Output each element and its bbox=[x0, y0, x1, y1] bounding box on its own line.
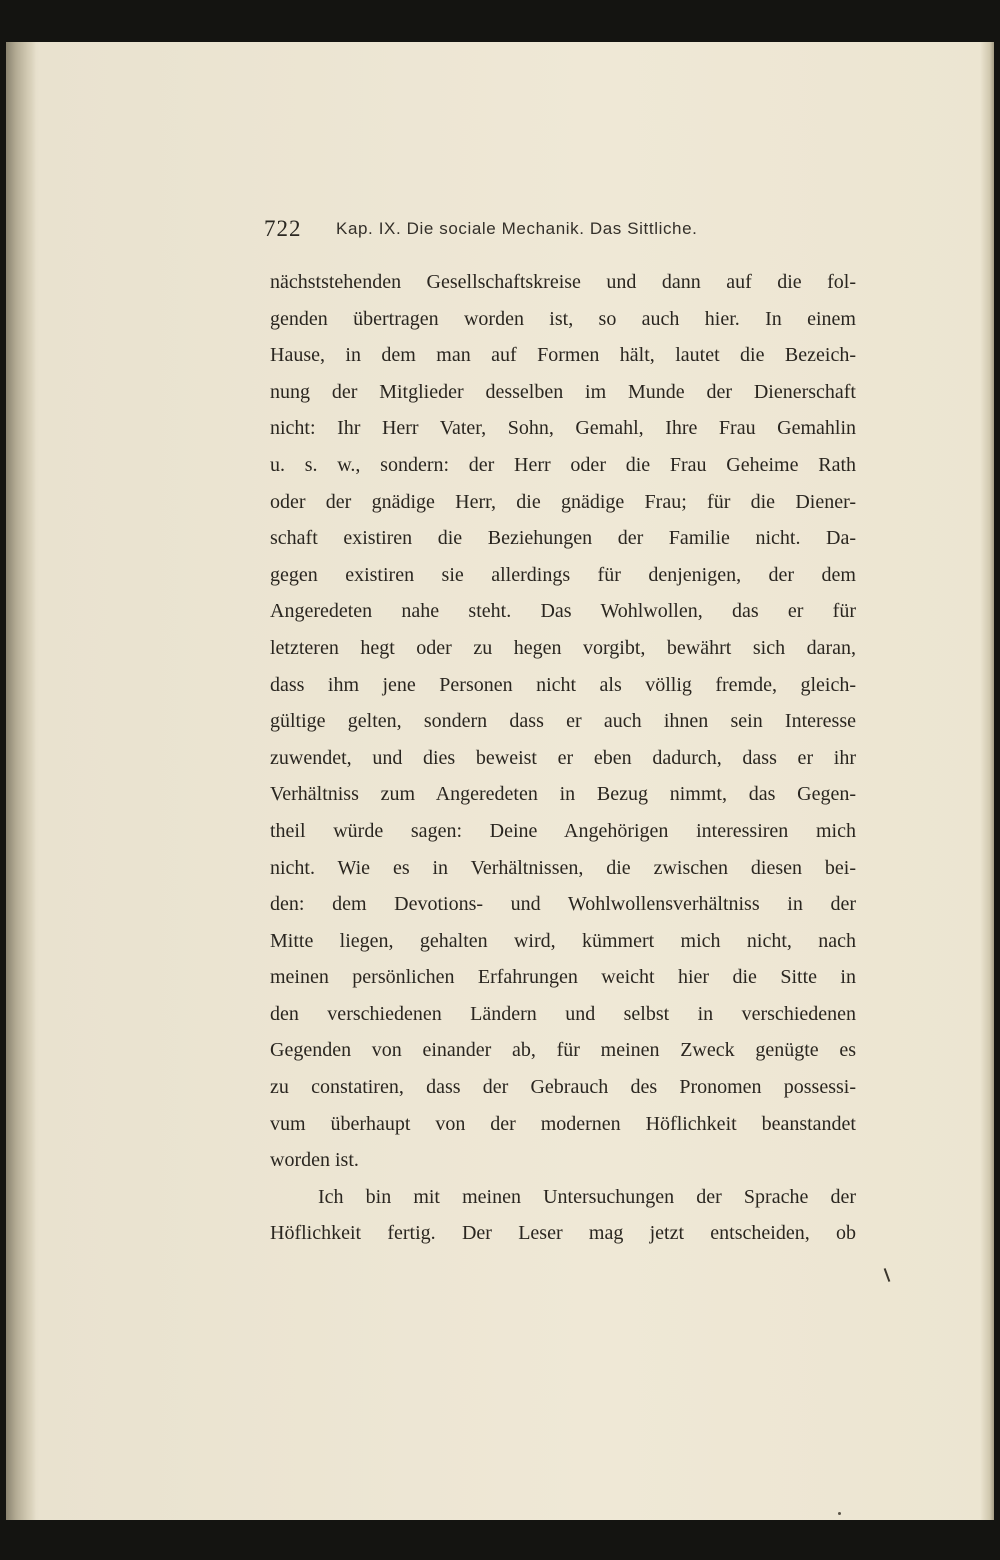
text-line: gültige gelten, sondern dass er auch ihnen sein Interesse bbox=[270, 710, 856, 733]
text-line: oder der gnädige Herr, die gnädige Frau; für die Diener- bbox=[270, 490, 856, 513]
page-header bbox=[264, 216, 864, 248]
text-line: vum überhaupt von der modernen Höflichkeit beanstandet bbox=[270, 1112, 856, 1135]
text-line: nicht: Ihr Herr Vater, Sohn, Gemahl, Ihre Frau Gemahlin bbox=[270, 417, 856, 440]
text-line: Angeredeten nahe steht. Das Wohlwollen, das er für bbox=[270, 600, 856, 623]
text-line: Verhältniss zum Angeredeten in Bezug nimmt, das Gegen- bbox=[270, 783, 856, 806]
text-line: nächststehenden Gesellschaftskreise und dann auf die fol- bbox=[270, 271, 856, 293]
text-line: gegen existiren sie allerdings für denjenigen, der dem bbox=[270, 563, 856, 586]
paragraph bbox=[270, 264, 856, 1179]
text-line: Höflichkeit fertig. Der Leser mag jetzt entscheiden, ob bbox=[270, 1222, 856, 1245]
text-line: Mitte liegen, gehalten wird, kümmert mich nicht, nach bbox=[270, 929, 856, 952]
text-line: worden ist. bbox=[270, 1149, 359, 1172]
text-line: nung der Mitglieder desselben im Munde der Dienerschaft bbox=[270, 380, 856, 403]
text-line: zuwendet, und dies beweist er eben dadurch, dass er ihr bbox=[270, 746, 856, 769]
text-line: dass ihm jene Personen nicht als völlig fremde, gleich- bbox=[270, 673, 856, 696]
page-number: 722 bbox=[264, 216, 302, 241]
text-line: den: dem Devotions- und Wohlwollensverhältniss in der bbox=[270, 893, 856, 916]
body-text bbox=[270, 264, 856, 1252]
text-line: Hause, in dem man auf Formen hält, lautet die Bezeich- bbox=[270, 344, 856, 367]
running-head: Kap. IX. Die sociale Mechanik. Das Sittliche. bbox=[336, 219, 698, 238]
page-edge-shadow bbox=[980, 42, 994, 1520]
paper-speck bbox=[838, 1512, 841, 1515]
text-line: zu constatiren, dass der Gebrauch des Pronomen possessi- bbox=[270, 1076, 856, 1099]
text-line: genden übertragen worden ist, so auch hier. In einem bbox=[270, 307, 856, 330]
text-line: letzteren hegt oder zu hegen vorgibt, bewährt sich daran, bbox=[270, 636, 856, 659]
text-line: meinen persönlichen Erfahrungen weicht hier die Sitte in bbox=[270, 966, 856, 989]
text-line: den verschiedenen Ländern und selbst in verschiedenen bbox=[270, 1002, 856, 1025]
text-line: nicht. Wie es in Verhältnissen, die zwischen diesen bei- bbox=[270, 856, 856, 879]
paragraph bbox=[270, 1179, 856, 1252]
text-line: schaft existiren die Beziehungen der Familie nicht. Da- bbox=[270, 527, 856, 550]
text-line: Ich bin mit meinen Untersuchungen der Sprache der bbox=[318, 1185, 856, 1208]
text-line: u. s. w., sondern: der Herr oder die Frau Geheime Rath bbox=[270, 453, 856, 476]
text-line: Gegenden von einander ab, für meinen Zweck genügte es bbox=[270, 1039, 856, 1062]
text-line: theil würde sagen: Deine Angehörigen interessiren mich bbox=[270, 819, 856, 842]
page-gutter-shadow bbox=[6, 42, 36, 1520]
